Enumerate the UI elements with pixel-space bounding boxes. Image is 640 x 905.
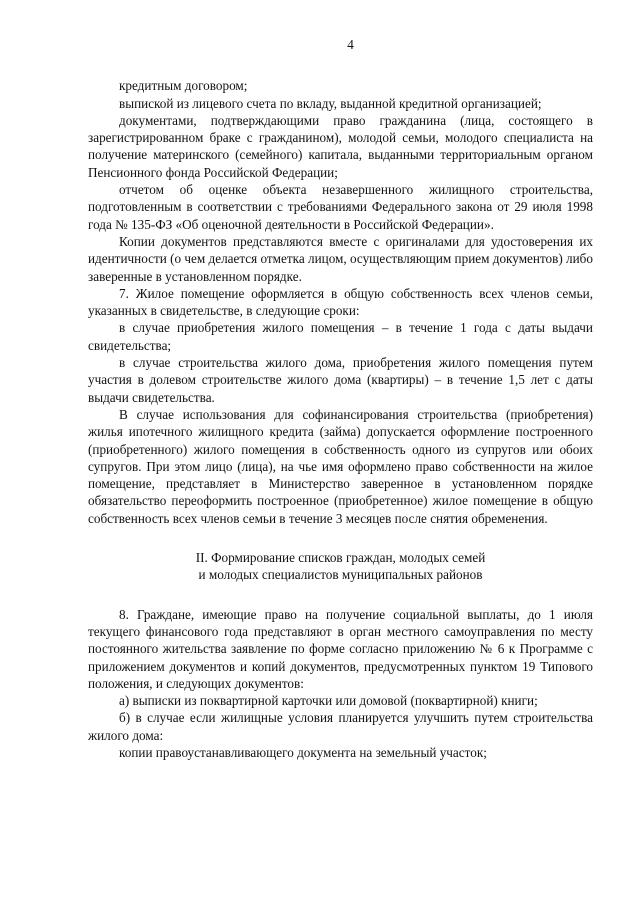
paragraph-mortgage-case: В случае использования для софинансирования строительства (приобретения) жилья ипотечного жилищного кредита (займа) допускается оформление построенного (приобретенного) жилого помещения в собственность одного из супругов или обоих супругов. При этом лицо (лица), на чье имя оформлено право собственности на жилое помещение, представляет в Министерство заверенное в установленном порядке обязательство переоформить построенное (приобретенное) жилое помещение в общую собственность всех членов семьи в течение 3 месяцев после снятия обременения. xyxy=(88,406,593,526)
paragraph-item-8: 8. Граждане, имеющие право на получение социальной выплаты, до 1 июля текущего финансового года представляют в орган местного самоуправления по месту постоянного жительства заявление по форме согласно приложению № 6 к Программе с приложением документов и копий документов, предусмотренных пунктом 19 Типового положения, и следующих документов: xyxy=(88,606,593,691)
paragraph-subitem-a: а) выписки из поквартирной карточки или домовой (поквартирной) книги; xyxy=(119,693,538,709)
paragraph-purchase-term: в случае приобретения жилого помещения – в течение 1 года с даты выдачи свидетельства; xyxy=(88,320,593,353)
page-number: 4 xyxy=(347,37,354,52)
paragraph-maternity-capital: документами, подтверждающими право гражданина (лица, состоящего в зарегистрированном браке с гражданином), молодой семьи, молодого специалиста на получение материнского (семейного) капитала, выданными территориальным органом Пенсионного фонда Российской Федерации; xyxy=(88,112,593,180)
paragraph-account-statement: выпиской из лицевого счета по вкладу, выданной кредитной организацией; xyxy=(119,95,542,111)
paragraph-construction-term: в случае строительства жилого дома, приобретения жилого помещения путем участия в долевом строительстве жилого дома (квартиры) – в течение 1,5 лет с даты выдачи свидетельства. xyxy=(88,355,593,405)
section-heading xyxy=(88,549,593,584)
paragraph-credit-agreement: кредитным договором; xyxy=(119,78,248,94)
paragraph-subitem-b: б) в случае если жилищные условия планируется улучшить путем строительства жилого дома: xyxy=(88,710,593,743)
paragraph-land-documents: копии правоустанавливающего документа на земельный участок; xyxy=(119,744,487,760)
paragraph-document-copies: Копии документов представляются вместе с оригиналами для удостоверения их идентичности (о чем делается отметка лицом, осуществляющим прием документов) либо заверенные в установленном порядке. xyxy=(88,233,593,284)
section-heading-line-2: и молодых специалистов муниципальных районов xyxy=(198,567,483,583)
section-heading-line-1: II. Формирование списков граждан, молодых семей xyxy=(195,550,486,566)
paragraph-valuation-report: отчетом об оценке объекта незавершенного жилищного строительства, подготовленным в соответствии с требованиями Федерального закона от 29 июля 1998 года № 135-ФЗ «Об оценочной деятельности в Российской Федерации». xyxy=(88,182,593,232)
paragraph-item-7: 7. Жилое помещение оформляется в общую собственность всех членов семьи, указанных в свидетельстве, в следующие сроки: xyxy=(88,285,593,319)
